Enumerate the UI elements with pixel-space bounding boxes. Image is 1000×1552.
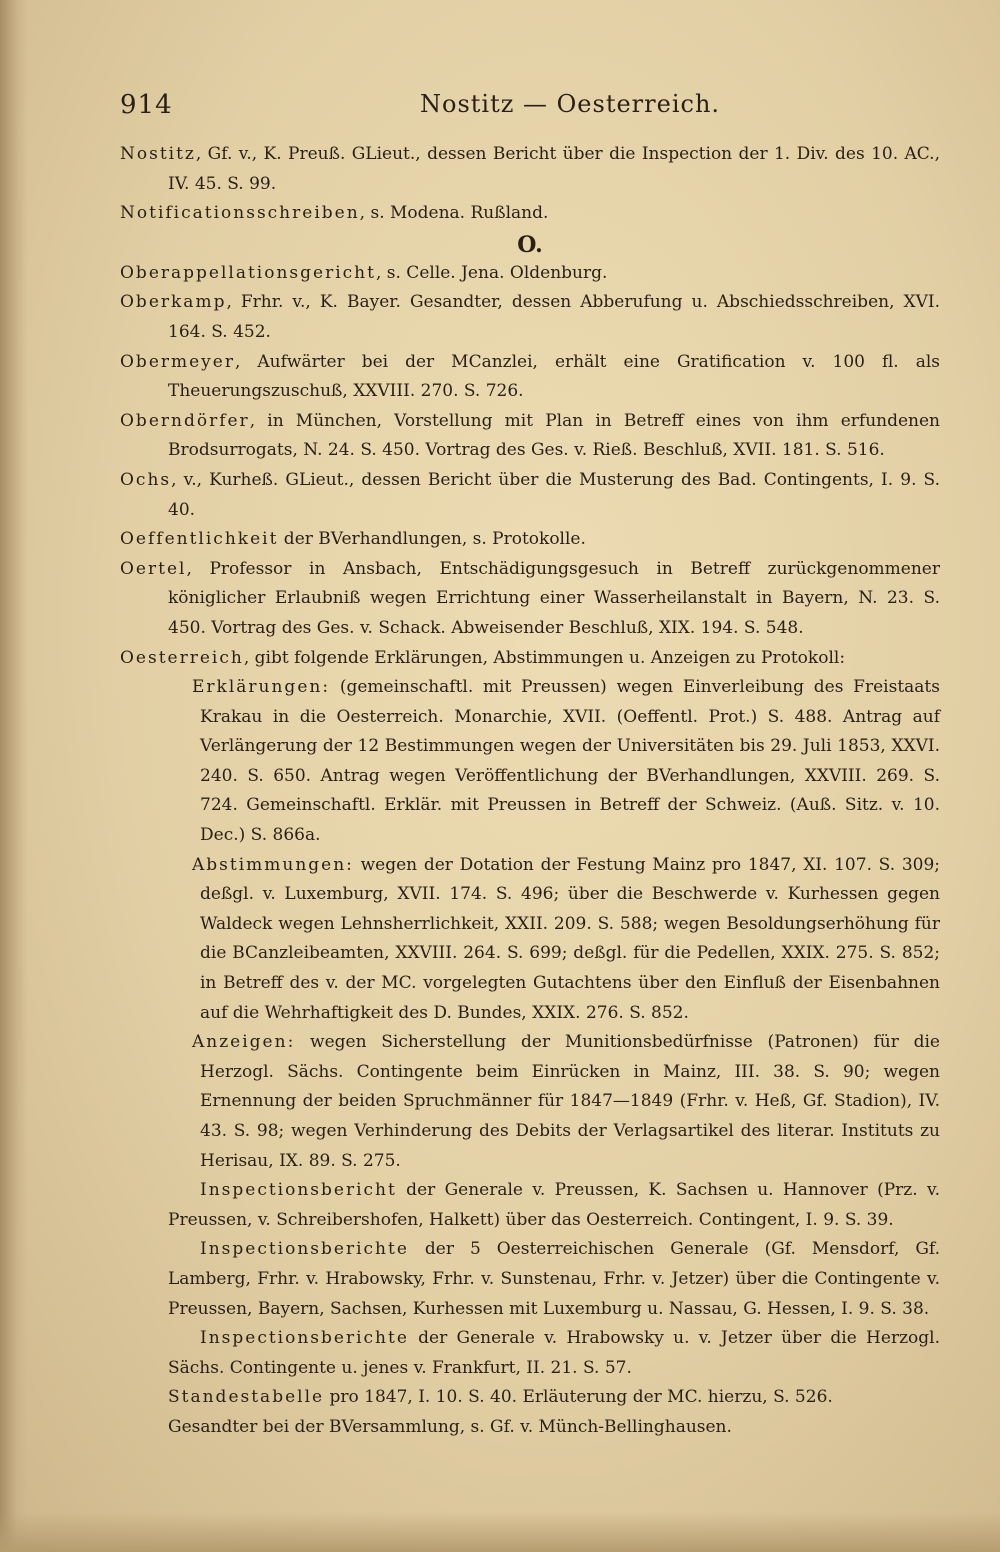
inspection-head: Inspectionsberichte [200, 1239, 409, 1260]
entry-text: , Aufwärter bei der MCanzlei, erhält eine Gratification v. 100 fl. als Theuerungszuschuß, XXVIII. 270. S. 726. [168, 351, 940, 402]
entry-text: , v., Kurheß. GLieut., dessen Bericht über die Musterung des Bad. Contingents, I. 9. S. 40. [168, 469, 940, 520]
page-number: 914 [120, 90, 173, 120]
tail-head: Standestabelle [168, 1387, 325, 1408]
entry-text: der BVerhandlungen, s. Protokolle. [278, 529, 586, 550]
index-entry [120, 407, 940, 466]
inspection-text: der 5 Oesterreichischen Generale (Gf. Mensdorf, Gf. Lamberg, Frhr. v. Hrabowsky, Frhr. v. Sunstenau, Frhr. v. Jetzer) über die Contingente v. Preussen, Bayern, Sachsen, Kurhessen mit Luxemburg u. Nassau, G. Hessen, I. 9. S. 38. [168, 1239, 940, 1319]
entry-text: , gibt folgende Erklärungen, Abstimmungen u. Anzeigen zu Protokoll: [243, 647, 846, 668]
entry-text: , s. Modena. Rußland. [359, 203, 549, 224]
index-body [120, 140, 940, 1443]
inspection-text: der Generale v. Hrabowsky u. v. Jetzer über die Herzogl. Sächs. Contingente u. jenes v. Frankfurt, II. 21. S. 57. [168, 1328, 940, 1378]
index-entry [120, 348, 940, 407]
entry-head: Nostitz [120, 144, 196, 164]
entry-text: , Professor in Ansbach, Entschädigungsgesuch in Betreff zurückgenommener königlicher Erlaubniß wegen Errichtung einer Wasserheilanstalt in Bayern, N. 23. S. 450. Vortrag des Ges. v. Schack. Abweisender Beschluß, XIX. 194. S. 548. [168, 558, 940, 638]
section-letter: O. [517, 231, 543, 258]
entry-head: Oberkamp [120, 292, 227, 313]
index-entry [120, 644, 940, 674]
sub-entry-text: wegen Sicherstellung der Munitionsbedürfnisse (Patronen) für die Herzogl. Sächs. Contingente beim Einrücken in Mainz, III. 38. S. 90; wegen Ernennung der beiden Spruchmänner für 1847—1849 (Frhr. v. Heß, Gf. Stadion), IV. 43. S. 98; wegen Verhinderung des Debits der Verlagsartikel des literar. Instituts zu Herisau, IX. 89. S. 275. [200, 1032, 940, 1171]
index-entry [120, 199, 940, 229]
sub-entry-text: wegen der Dotation der Festung Mainz pro 1847, XI. 107. S. 309; deßgl. v. Luxemburg, XVII. 174. S. 496; über die Beschwerde v. Kurhessen gegen Waldeck wegen Lehnsherrlichkeit, XXII. 209. S. 588; wegen Besoldungserhöhung für die BCanzleibeamten, XXVIII. 264. S. 699; deßgl. für die Pedellen, XXIX. 275. S. 852; in Betreff des v. der MC. vorgelegten Gutachtens über den Einfluß der Eisenbahnen auf die Wehrhaftigkeit des D. Bundes, XXIX. 276. S. 852. [200, 854, 940, 1023]
sub-entry-head: Anzeigen: [192, 1032, 296, 1053]
index-entry [120, 555, 940, 644]
tail-entry [168, 1413, 940, 1443]
inspection-entry [168, 1176, 940, 1235]
page-spine-shadow [0, 0, 28, 1552]
index-entry [120, 525, 940, 555]
entry-text: , Gf. v., K. Preuß. GLieut., dessen Bericht über die Inspection der 1. Div. des 10. AC., IV. 45. S. 99. [168, 144, 940, 194]
entry-head: Notificationsschreiben [120, 203, 360, 224]
index-entry [120, 140, 940, 199]
inspection-head: Inspectionsberichte [200, 1328, 409, 1349]
inspection-head: Inspectionsbericht [200, 1180, 397, 1201]
entry-text: , s. Celle. Jena. Oldenburg. [375, 262, 608, 283]
entry-head: Ochs [120, 469, 172, 490]
entry-head: Oeffentlichkeit [120, 529, 279, 550]
entry-head: Oberndörfer [120, 410, 250, 431]
index-entry [120, 288, 940, 347]
tail-text: Gesandter bei der BVersammlung, s. Gf. v. Münch-Bellinghausen. [168, 1416, 732, 1437]
sub-entry [192, 1028, 940, 1176]
entry-head: Oberappellationsgericht [120, 262, 376, 283]
index-entry [120, 466, 940, 525]
tail-text: pro 1847, I. 10. S. 40. Erläuterung der MC. hierzu, S. 526. [324, 1387, 833, 1408]
sub-entry [192, 851, 940, 1029]
index-entry [120, 259, 940, 289]
entry-head: Oesterreich [120, 647, 244, 668]
inspection-entry [168, 1235, 940, 1324]
sub-entry-head: Abstimmungen: [192, 854, 354, 875]
entry-head: Obermeyer [120, 351, 235, 372]
sub-entry-head: Erklärungen: [192, 677, 331, 698]
inspection-entry [168, 1324, 940, 1383]
entry-head: Oertel [120, 558, 187, 579]
running-head: Nostitz — Oesterreich. [420, 90, 721, 118]
page-bottom-shadow [0, 1512, 1000, 1552]
entry-text: , Frhr. v., K. Bayer. Gesandter, dessen Abberufung u. Abschiedsschreiben, XVI. 164. S. 452. [168, 292, 940, 342]
inspection-text: der Generale v. Preussen, K. Sachsen u. Hannover (Prz. v. Preussen, v. Schreibershofen, Halkett) über das Oesterreich. Contingent, I. 9. S. 39. [168, 1180, 940, 1230]
entry-text: , in München, Vorstellung mit Plan in Betreff eines von ihm erfundenen Brodsurrogats, N. 24. S. 450. Vortrag des Ges. v. Rieß. Beschluß, XVII. 181. S. 516. [168, 410, 940, 461]
sub-entry-text: (gemeinschaftl. mit Preussen) wegen Einverleibung des Freistaats Krakau in die Oesterreich. Monarchie, XVII. (Oeffentl. Prot.) S. 488. Antrag auf Verlängerung der 12 Bestimmungen wegen der Universitäten bis 29. Juli 1853, XXVI. 240. S. 650. Antrag wegen Veröffentlichung der BVerhandlungen, XXVIII. 269. S. 724. Gemeinschaftl. Erklär. mit Preussen in Betreff der Schweiz. (Auß. Sitz. v. 10. Dec.) S. 866a. [200, 677, 940, 846]
tail-entry [168, 1383, 940, 1413]
page-header [120, 90, 940, 130]
sub-entry [192, 673, 940, 851]
